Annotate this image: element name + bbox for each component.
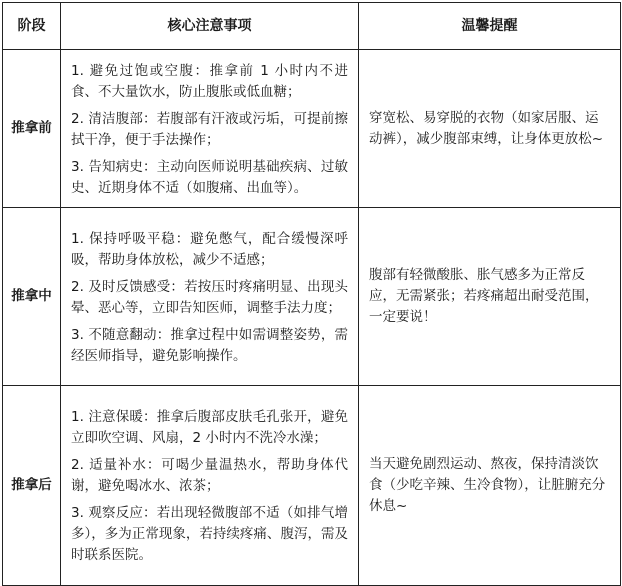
note-item: 2. 清洁腹部：若腹部有汗液或污垢，可提前擦拭干净，便于手法操作； xyxy=(71,110,348,148)
note-item: 3. 观察反应：若出现轻微腹部不适（如排气增多），多为正常现象，若持续疼痛、腹泻，需及时联系医院。 xyxy=(71,505,348,563)
notes-cell xyxy=(61,386,359,586)
header-notes: 核心注意事项 xyxy=(61,3,359,50)
notes-cell xyxy=(61,208,359,386)
note-item: 1. 保持呼吸平稳：避免憋气，配合缓慢深呼吸，帮助身体放松，减少不适感； xyxy=(71,230,348,268)
note-item: 1. 避免过饱或空腹：推拿前 1 小时内不进食、不大量饮水，防止腹胀或低血糖； xyxy=(71,62,348,100)
tip-text: 当天避免剧烈运动、熬夜，保持清淡饮食（少吃辛辣、生冷食物），让脏腑充分休息~ xyxy=(359,386,621,586)
table-row-after-massage xyxy=(3,386,621,586)
note-item: 2. 及时反馈感受：若按压时疼痛明显、出现头晕、恶心等，立即告知医师，调整手法力度； xyxy=(71,278,348,316)
notes-cell xyxy=(61,50,359,208)
tip-text: 穿宽松、易穿脱的衣物（如家居服、运动裤），减少腹部束缚，让身体更放松~ xyxy=(359,50,621,208)
note-item: 1. 注意保暖：推拿后腹部皮肤毛孔张开，避免立即吹空调、风扇，2 小时内不洗冷水澡； xyxy=(71,409,348,446)
table-row-before-massage xyxy=(3,50,621,208)
note-item: 3. 不随意翻动：推拿过程中如需调整姿势，需经医师指导，避免影响操作。 xyxy=(71,326,348,364)
care-instructions-table xyxy=(2,2,621,586)
note-item: 2. 适量补水：可喝少量温热水，帮助身体代谢，避免喝冰水、浓茶； xyxy=(71,457,348,494)
note-item: 3. 告知病史：主动向医师说明基础疾病、过敏史、近期身体不适（如腹痛、出血等）。 xyxy=(71,158,348,196)
stage-label: 推拿前 xyxy=(3,50,61,208)
stage-label: 推拿中 xyxy=(3,208,61,386)
header-stage: 阶段 xyxy=(3,3,61,50)
header-tips: 温馨提醒 xyxy=(359,3,621,50)
table-header-row xyxy=(3,3,621,50)
tip-text: 腹部有轻微酸胀、胀气感多为正常反应，无需紧张；若疼痛超出耐受范围，一定要说！ xyxy=(359,208,621,386)
stage-label: 推拿后 xyxy=(3,386,61,586)
table-row-during-massage xyxy=(3,208,621,386)
